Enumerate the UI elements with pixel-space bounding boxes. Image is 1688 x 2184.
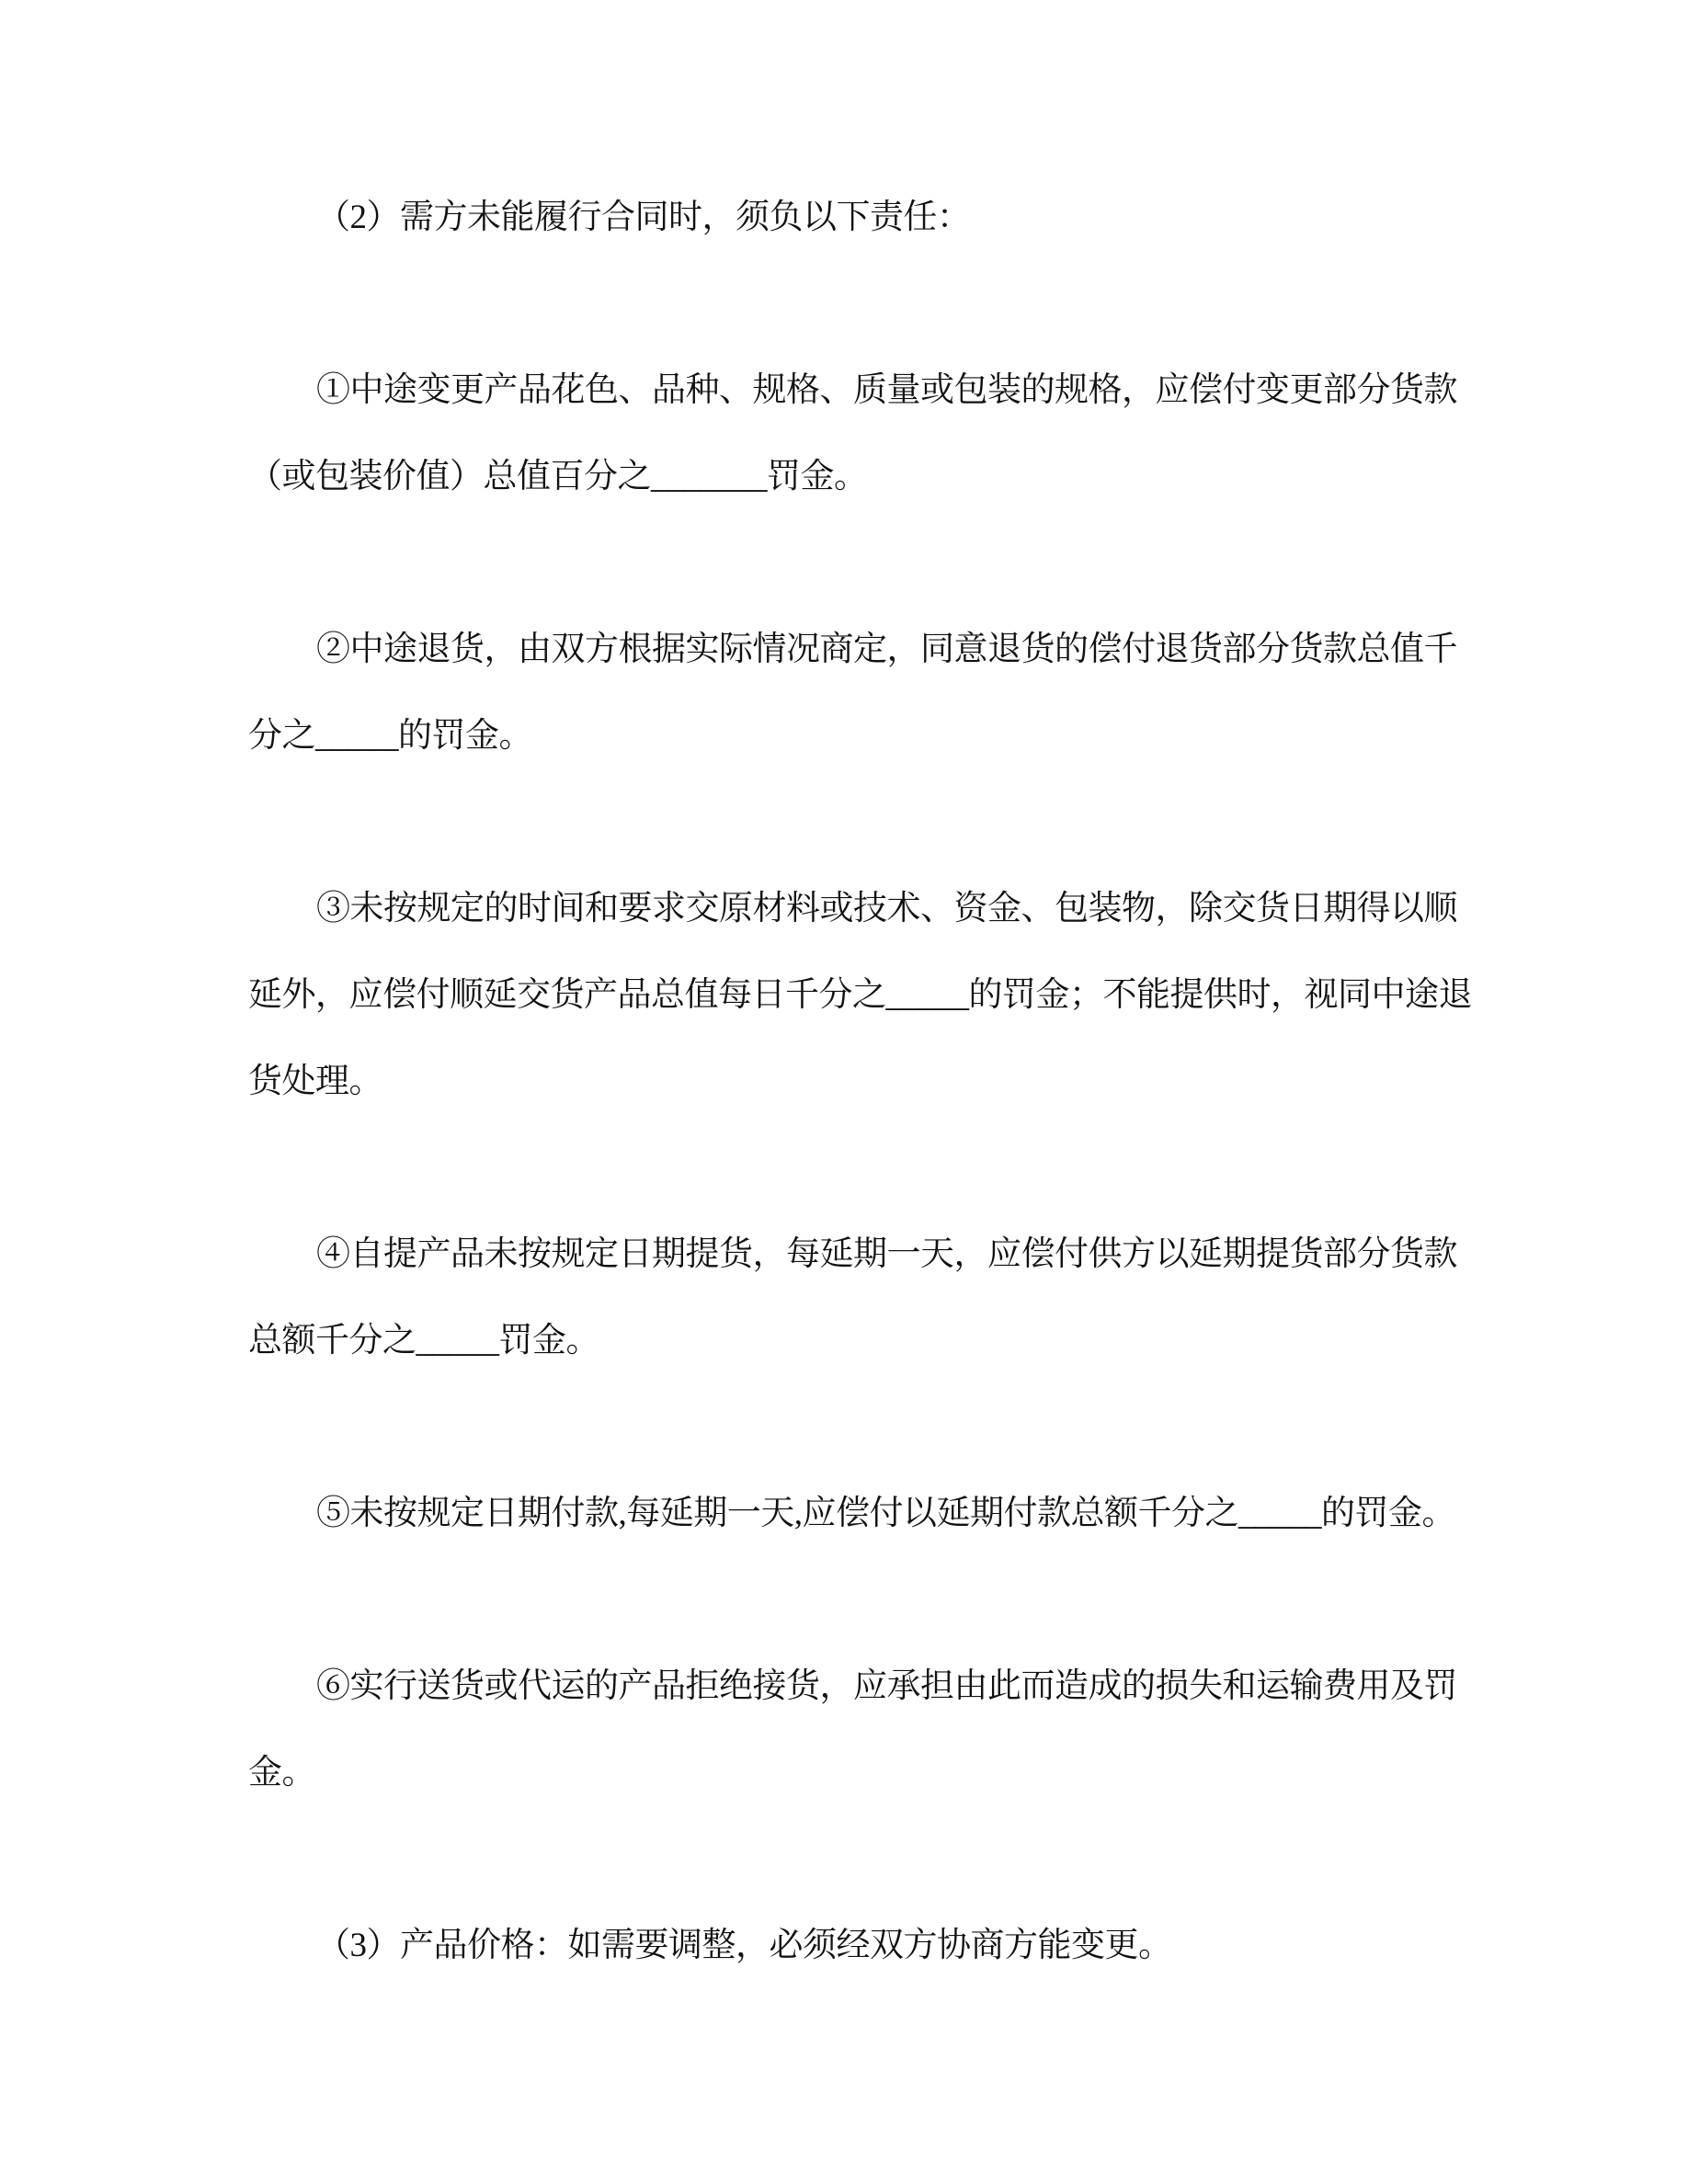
- clause-paragraph-3-price: [248, 1903, 1449, 1989]
- clause-line: ①中途变更产品花色、品种、规格、质量或包装的规格，应偿付变更部分货款: [316, 371, 1457, 409]
- clause-line: ④自提产品未按规定日期提货，每延期一天，应偿付供方以延期提货部分货款: [316, 1235, 1457, 1273]
- clause-paragraph-2-intro: [248, 175, 1449, 261]
- clause-line: 货处理。: [248, 1063, 382, 1100]
- clause-paragraph-item-5: [248, 1471, 1455, 1557]
- clause-line: （2）需方未能履行合同时，须负以下责任：: [316, 199, 971, 236]
- clause-paragraph-item-1: [248, 347, 1457, 520]
- clause-paragraph-item-2: [248, 607, 1457, 779]
- clause-paragraph-item-3: [248, 866, 1472, 1125]
- clause-line: ⑥实行送货或代运的产品拒绝接货，应承担由此而造成的损失和运输费用及罚: [316, 1667, 1457, 1705]
- clause-line: 分之_____的罚金。: [248, 717, 532, 755]
- clause-line: ③未按规定的时间和要求交原材料或技术、资金、包装物，除交货日期得以顺: [316, 890, 1457, 927]
- clause-paragraph-item-4: [248, 1211, 1457, 1384]
- clause-line: 金。: [248, 1754, 315, 1792]
- clause-paragraph-item-6: [248, 1644, 1457, 1816]
- clause-line: ②中途退货，由双方根据实际情况商定，同意退货的偿付退货部分货款总值千: [316, 631, 1457, 668]
- clause-line: 总额千分之_____罚金。: [248, 1322, 599, 1359]
- clause-line: ⑤未按规定日期付款,每延期一天,应偿付以延期付款总额千分之_____的罚金。: [316, 1495, 1455, 1532]
- clause-line: （或包装价值）总值百分之_______罚金。: [248, 458, 868, 495]
- clause-line: 延外，应偿付顺延交货产品总值每日千分之_____的罚金；不能提供时，视同中途退: [248, 976, 1472, 1014]
- clause-line: （3）产品价格：如需要调整，必须经双方协商方能变更。: [316, 1927, 1172, 1964]
